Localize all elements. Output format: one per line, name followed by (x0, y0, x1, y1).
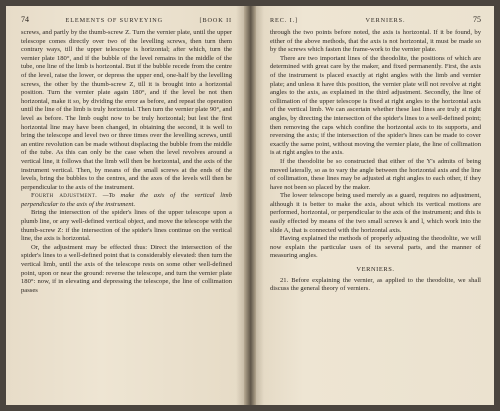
fourth-adjustment-paragraph (21, 192, 232, 209)
left-book-label: [BOOK II (199, 17, 232, 24)
right-running-head (270, 15, 481, 24)
left-page-number: 74 (21, 15, 29, 24)
left-paragraph-3: Or, the adjustment may be effected thus: Direct the intersection of the spider's lines to a well-defined point that is considerably elevated: then turn the vertical limb, until the axis of the telescope rests on some other well-defined point, upon or near the ground: reverse the telescope, and turn the vernier plate 180°: now, if in elevating and depressing the telescope, the line of collimation passes (21, 243, 232, 294)
book-gutter (244, 6, 256, 405)
right-chapter-label: REC. I.] (270, 17, 298, 24)
right-paragraph-1: through the two points before noted, the axis is horizontal. If it be found, by either of the above methods, that the axis is not horizontal, it must be made so by the screws which fasten the frame-work to the vernier plate. (270, 29, 481, 54)
left-running-head (21, 15, 232, 24)
right-paragraph-4: The lower telescope being used merely as a guard, requires no adjustment, although it is better to make the axis, about which its vertical motions are performed, horizontal, or perpendicular to the axis of the instrument; and this is easily effected by means of the two small screws k and l, which work into the slide A, that is connected with the horizontal axis. (270, 192, 481, 234)
fourth-adjustment-title: —To make the axis of the vertical limb perpendicular to the axis of the instrument. (21, 192, 232, 208)
left-paragraph-2: Bring the intersection of the spider's lines of the upper telescope upon a plumb line, or any well-defined vertical object, and move the telescope with the thumb-screw Z: if the intersection of the spider's lines continue on the vertical line, the axis is horizontal. (21, 209, 232, 243)
right-paragraph-3: If the theodolite be so constructed that either of the Y's admits of being moved laterally, so as to vary the angle between the horizontal axis and the line of collimation, these lines may be adjusted at right angles to each other, if they have not been so placed by the maker. (270, 157, 481, 191)
left-running-title: ELEMENTS OF SURVEYING (65, 17, 163, 24)
left-paragraph-1: screws, and partly by the thumb-screw Z. Turn the vernier plate, until the upper telescope comes directly over two of the levelling screws, then turn them contrary ways, till the upper telescope is horizontal; after which, turn the vernier plate 180°, and if the bubble of the level remains in the middle of the tube, one line of the limb is horizontal. But if the bubble recede from the centre of the level, raise the lower, or depress the upper end, one-half by the levelling screws, the other by the thumb-screw Z, till it is brought into a horizontal position. Turn the vernier plate again 180°, and if the level be not then horizontal, make it so, by dividing the error as before, and repeat the operation until the line of the limb is truly horizontal. Then turn the vernier plate 90°, and level as before. The limb ought now to be truly horizontal; but lest the first horizontal line may have been changed, in obtaining the second, it is well to bring the telescope and level two or three times over the levelling screws, until an entire revolution can be made without displacing the bubble from the middle of the tube. As this can only be the case when the level revolves around a vertical line, it follows that the limb will then be horizontal, and the axis of the instrument vertical. Then, by means of the small screws at the ends of the levels, bring the bubbles to the centres, and the axes of the levels will then be perpendicular to the axis of the instrument. (21, 29, 232, 191)
fourth-adjustment-label: Fourth adjustment. (31, 192, 98, 200)
right-paragraph-5: Having explained the methods of properly adjusting the theodolite, we will now explain the particular uses of its several parts, and the manner of measuring angles. (270, 235, 481, 260)
left-page-body (21, 29, 232, 295)
right-running-title: VERNIERS. (365, 17, 406, 24)
right-page-body (270, 29, 481, 294)
left-page (6, 6, 244, 405)
right-page-fold-shadow (256, 6, 264, 405)
right-paragraph-2: There are two important lines of the theodolite, the positions of which are determined with great care by the maker, and fixed permanently. First, the axis of the instrument is placed exactly at right angles with the limb and vernier plate; and unless it have this position, the vernier plate will not revolve at right angles to the axis, as explained in the third adjustment. Secondly, the line of collimation of the upper telescope is fixed at right angles to the horizontal axis of the vertical limb. We can ascertain whether these last lines are truly at right angles, by directing the intersection of the spider's lines to a well-defined point; then removing the caps which confine the horizontal axis to its supports, and reversing the axis; if the intersection of the spider's lines can be made to cover exactly the same point, without moving the vernier plate, the line of collimation is at right angles to the axis. (270, 54, 481, 157)
section-heading-verniers: VERNIERS. (356, 266, 395, 274)
left-page-fold-shadow (236, 6, 244, 405)
right-page-number: 75 (473, 15, 481, 24)
right-paragraph-6: 21. Before explaining the vernier, as applied to the theodolite, we shall discuss the general theory of verniers. (270, 276, 481, 293)
right-page (256, 6, 494, 405)
